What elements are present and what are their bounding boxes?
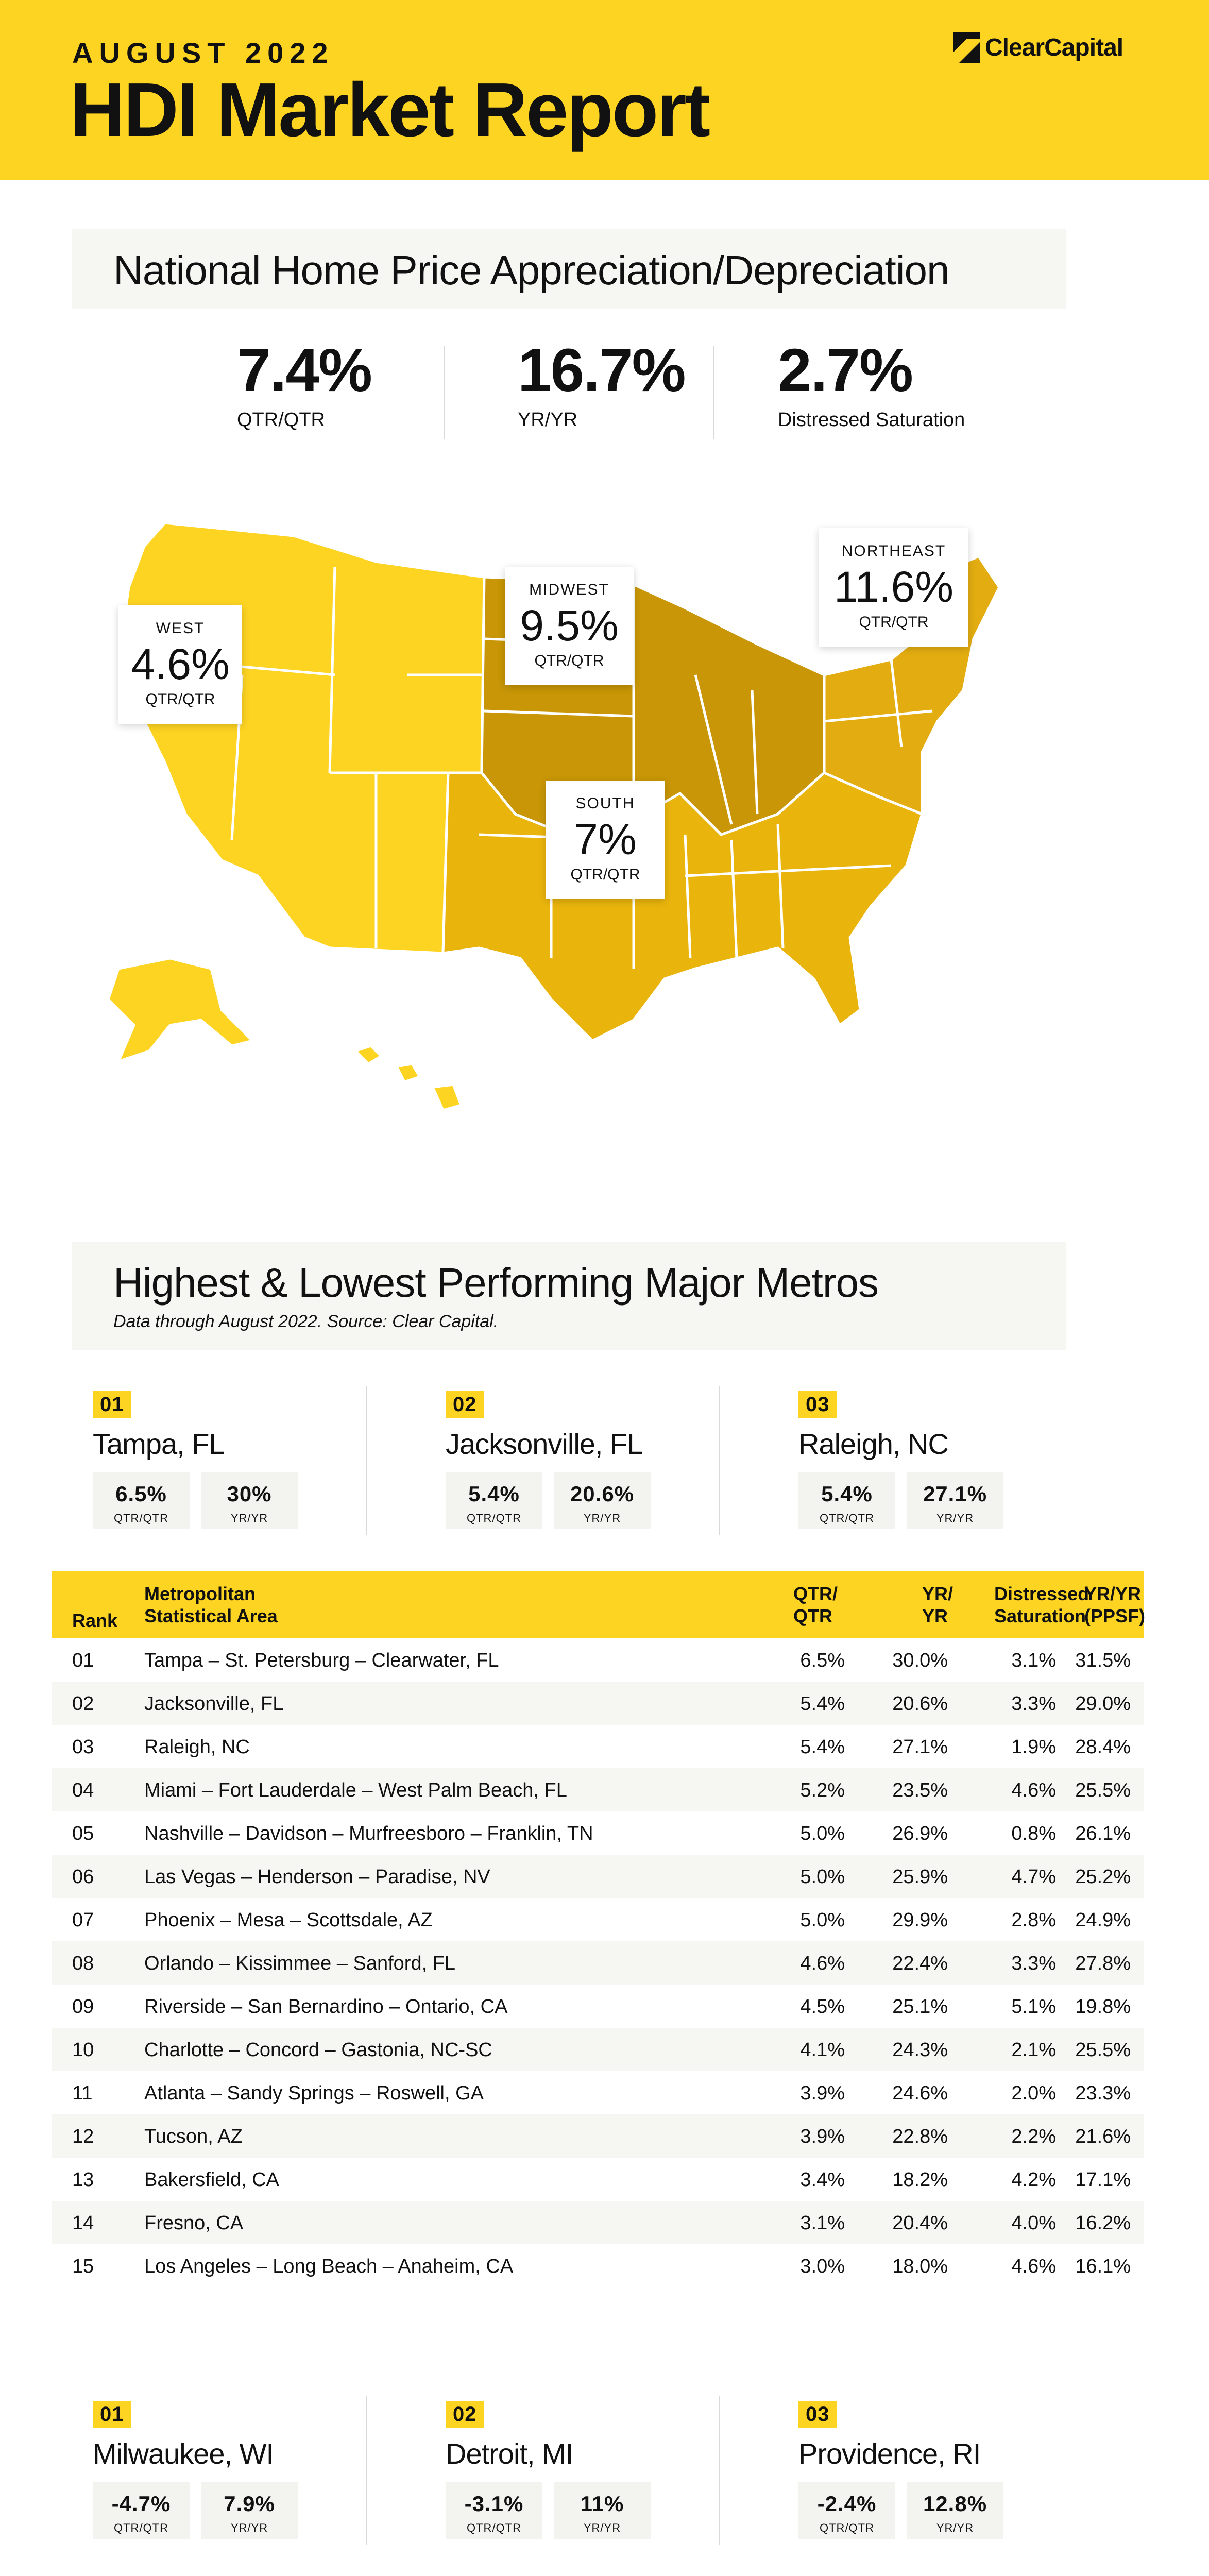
metros-subtitle: Data through August 2022. Source: Clear Capital. — [113, 1312, 499, 1331]
header-ppsf: YR/YR (PPSF) — [1084, 1583, 1146, 1627]
callout-region: SOUTH — [575, 795, 635, 812]
header-qtr: QTR/ QTR — [793, 1583, 838, 1627]
cell-rank: 05 — [72, 1823, 94, 1844]
cell-rank: 02 — [72, 1693, 94, 1715]
chip-value: 5.4% — [821, 1482, 873, 1506]
cell-rank: 01 — [72, 1650, 94, 1671]
metro-name: Providence, RI — [798, 2437, 981, 2470]
cell-area: Fresno, CA — [144, 2212, 244, 2234]
cell-area: Phoenix – Mesa – Scottsdale, AZ — [144, 1909, 433, 1931]
chip-value: 27.1% — [923, 1482, 987, 1506]
header-area: Metropolitan Statistical Area — [144, 1583, 278, 1627]
cell-distressed: 2.1% — [1011, 2039, 1056, 2061]
cell-distressed: 0.8% — [1011, 1823, 1056, 1844]
cell-qtr: 5.0% — [800, 1866, 845, 1888]
cell-area: Los Angeles – Long Beach – Anaheim, CA — [144, 2256, 514, 2277]
metric-chip-yr — [907, 1472, 1003, 1529]
national-title: National Home Price Appreciation/Depreciation — [113, 247, 949, 293]
chip-value: 5.4% — [468, 1482, 520, 1506]
cell-ppsf: 19.8% — [1075, 1996, 1131, 2018]
chip-value: 30% — [227, 1482, 272, 1506]
cell-ppsf: 27.8% — [1075, 1953, 1131, 1974]
table-row — [52, 1985, 1144, 2028]
header-rank: Rank — [72, 1610, 118, 1631]
report-title: HDI Market Report — [70, 67, 709, 152]
rank-badge: 02 — [446, 1391, 484, 1418]
stat-label: Distressed Saturation — [778, 409, 965, 431]
chip-label: QTR/QTR — [467, 1512, 521, 1524]
stat-divider — [713, 346, 714, 439]
cell-area: Miami – Fort Lauderdale – West Palm Beach, FL — [144, 1780, 567, 1801]
metric-chip-yr — [201, 1472, 298, 1529]
national-stat-qtr — [237, 336, 371, 431]
cell-ppsf: 25.5% — [1075, 1780, 1131, 1801]
cell-ppsf: 23.3% — [1075, 2082, 1131, 2104]
callout-value: 9.5% — [520, 601, 619, 650]
cell-rank: 11 — [72, 2082, 93, 2104]
us-regional-map — [88, 505, 1015, 1123]
metric-chip-qtr — [446, 1472, 542, 1529]
card-divider — [719, 1386, 720, 1535]
table-row — [52, 1855, 1144, 1898]
cell-yr: 25.1% — [892, 1996, 948, 2018]
table-body — [52, 1638, 1144, 2287]
chip-value: 20.6% — [570, 1482, 635, 1506]
card-divider — [719, 2396, 720, 2545]
cell-area: Atlanta – Sandy Springs – Roswell, GA — [144, 2082, 484, 2104]
national-title-box — [72, 229, 1066, 309]
cell-ppsf: 24.9% — [1075, 1909, 1131, 1931]
cell-qtr: 4.6% — [800, 1953, 845, 1974]
cell-distressed: 2.2% — [1011, 2126, 1056, 2147]
header-distressed: Distressed Saturation — [994, 1583, 1089, 1627]
metro-name: Raleigh, NC — [798, 1428, 948, 1460]
chip-value: 6.5% — [115, 1482, 167, 1506]
cell-yr: 29.9% — [892, 1909, 948, 1931]
cell-rank: 07 — [72, 1909, 94, 1931]
cell-rank: 12 — [72, 2126, 94, 2147]
stat-value: 7.4% — [237, 336, 371, 404]
callout-northeast — [819, 528, 968, 647]
rank-badge: 01 — [93, 1391, 131, 1418]
cell-rank: 10 — [72, 2039, 94, 2061]
cell-yr: 24.6% — [892, 2082, 948, 2104]
callout-region: MIDWEST — [529, 581, 609, 598]
cell-area: Riverside – San Bernardino – Ontario, CA — [144, 1996, 508, 2018]
callout-west — [118, 605, 242, 724]
cell-yr: 25.9% — [892, 1866, 948, 1888]
region-west — [118, 523, 484, 953]
callout-midwest — [505, 567, 634, 685]
metric-chip-yr — [554, 1472, 651, 1529]
stat-label: QTR/QTR — [237, 409, 325, 431]
metric-chip-qtr — [446, 2482, 542, 2539]
metric-chip-yr — [201, 2482, 298, 2539]
callout-region: NORTHEAST — [841, 543, 946, 560]
chip-value: -4.7% — [111, 2492, 171, 2516]
table-row — [52, 2114, 1144, 2158]
region-hawaii — [355, 1046, 461, 1110]
cell-area: Charlotte – Concord – Gastonia, NC-SC — [144, 2039, 492, 2061]
table-row — [52, 2158, 1144, 2201]
cell-ppsf: 25.2% — [1075, 1866, 1131, 1888]
cell-yr: 20.6% — [892, 1693, 948, 1715]
callout-value: 11.6% — [834, 563, 953, 611]
cell-qtr: 3.0% — [800, 2256, 845, 2277]
table-row — [52, 2071, 1144, 2114]
cell-distressed: 4.7% — [1011, 1866, 1056, 1888]
metric-chip-yr — [907, 2482, 1003, 2539]
cell-yr: 22.8% — [892, 2126, 948, 2147]
chip-label: QTR/QTR — [114, 1512, 168, 1524]
metros-title-box — [72, 1242, 1066, 1350]
table-row — [52, 1638, 1144, 1682]
cell-rank: 09 — [72, 1996, 94, 2018]
table-row — [52, 2244, 1144, 2287]
stat-value: 2.7% — [778, 336, 912, 404]
clear-capital-logo — [953, 32, 1123, 63]
cell-ppsf: 26.1% — [1075, 1823, 1131, 1844]
cell-area: Nashville – Davidson – Murfreesboro – Franklin, TN — [144, 1823, 593, 1844]
cell-rank: 08 — [72, 1953, 94, 1974]
cell-ppsf: 21.6% — [1075, 2126, 1131, 2147]
chip-label: YR/YR — [936, 1512, 974, 1524]
cell-ppsf: 31.5% — [1075, 1650, 1131, 1671]
cell-distressed: 3.1% — [1011, 1650, 1056, 1671]
cell-area: Tucson, AZ — [144, 2126, 243, 2147]
cell-ppsf: 16.1% — [1075, 2256, 1131, 2277]
cell-qtr: 4.5% — [800, 1996, 845, 2018]
cell-distressed: 1.9% — [1011, 1736, 1056, 1758]
cell-rank: 15 — [72, 2256, 94, 2277]
logo-mark-icon — [953, 32, 980, 63]
region-south — [443, 773, 922, 1041]
card-divider — [366, 1386, 367, 1535]
rank-badge: 02 — [446, 2401, 484, 2428]
cell-yr: 20.4% — [892, 2212, 948, 2234]
chip-value: 7.9% — [224, 2492, 275, 2516]
table-row — [52, 1941, 1144, 1985]
cell-rank: 14 — [72, 2212, 94, 2234]
callout-value: 7% — [574, 815, 637, 863]
callout-label: QTR/QTR — [859, 614, 929, 631]
cell-area: Jacksonville, FL — [144, 1693, 284, 1715]
cell-distressed: 4.0% — [1011, 2212, 1056, 2234]
table-row — [52, 1811, 1144, 1855]
cell-distressed: 2.8% — [1011, 1909, 1056, 1931]
chip-value: 12.8% — [923, 2492, 987, 2516]
chip-value: -2.4% — [817, 2492, 877, 2516]
cell-area: Tampa – St. Petersburg – Clearwater, FL — [144, 1650, 499, 1671]
cell-ppsf: 25.5% — [1075, 2039, 1131, 2061]
cell-qtr: 5.0% — [800, 1909, 845, 1931]
rank-badge: 03 — [798, 2401, 837, 2428]
table-row — [52, 1682, 1144, 1725]
cell-ppsf: 28.4% — [1075, 1736, 1131, 1758]
cell-distressed: 4.6% — [1011, 2256, 1056, 2277]
callout-label: QTR/QTR — [534, 652, 604, 670]
cell-yr: 30.0% — [892, 1650, 948, 1671]
callout-value: 4.6% — [131, 640, 230, 688]
cell-area: Bakersfield, CA — [144, 2169, 279, 2191]
chip-label: YR/YR — [583, 2521, 621, 2534]
callout-south — [546, 781, 665, 899]
cell-yr: 24.3% — [892, 2039, 948, 2061]
report-header — [0, 0, 1209, 180]
stat-divider — [444, 346, 445, 439]
cell-yr: 26.9% — [892, 1823, 948, 1844]
cell-qtr: 3.4% — [800, 2169, 845, 2191]
cell-qtr: 3.1% — [800, 2212, 845, 2234]
cell-yr: 18.2% — [892, 2169, 948, 2191]
metric-chip-yr — [554, 2482, 651, 2539]
report-month: AUGUST 2022 — [72, 37, 334, 69]
table-row — [52, 1725, 1144, 1768]
metro-name: Detroit, MI — [446, 2437, 573, 2470]
cell-qtr: 3.9% — [800, 2126, 845, 2147]
cell-distressed: 3.3% — [1011, 1693, 1056, 1715]
table-row — [52, 1768, 1144, 1811]
metro-name: Jacksonville, FL — [446, 1428, 643, 1460]
cell-area: Las Vegas – Henderson – Paradise, NV — [144, 1866, 490, 1888]
chip-label: YR/YR — [936, 2521, 974, 2534]
chip-label: QTR/QTR — [820, 1512, 874, 1524]
top-metros-table — [52, 1571, 1144, 2287]
chip-label: QTR/QTR — [114, 2521, 168, 2534]
cell-qtr: 5.4% — [800, 1736, 845, 1758]
cell-rank: 13 — [72, 2169, 94, 2191]
callout-label: QTR/QTR — [570, 866, 640, 884]
chip-label: YR/YR — [583, 1512, 621, 1524]
chip-label: YR/YR — [230, 1512, 268, 1524]
cell-qtr: 5.0% — [800, 1823, 845, 1844]
metro-name: Tampa, FL — [93, 1428, 225, 1460]
chip-label: QTR/QTR — [820, 2521, 874, 2534]
cell-yr: 18.0% — [892, 2256, 948, 2277]
metros-title: Highest & Lowest Performing Major Metros — [113, 1260, 878, 1306]
cell-rank: 06 — [72, 1866, 94, 1888]
cell-distressed: 2.0% — [1011, 2082, 1056, 2104]
header-yr: YR/ YR — [922, 1583, 953, 1627]
logo-text: ClearCapital — [985, 33, 1123, 61]
cell-distressed: 5.1% — [1011, 1996, 1056, 2018]
metro-name: Milwaukee, WI — [93, 2437, 274, 2470]
table-row — [52, 2201, 1144, 2244]
cell-yr: 22.4% — [892, 1953, 948, 1974]
chip-label: QTR/QTR — [467, 2521, 521, 2534]
cell-distressed: 4.6% — [1011, 1780, 1056, 1801]
cell-rank: 04 — [72, 1780, 94, 1801]
national-stat-distressed — [778, 336, 965, 431]
rank-badge: 03 — [798, 1391, 837, 1418]
cell-rank: 03 — [72, 1736, 94, 1758]
stat-value: 16.7% — [518, 336, 685, 404]
region-alaska — [108, 958, 252, 1061]
cell-qtr: 3.9% — [800, 2082, 845, 2104]
table-header — [52, 1571, 1144, 1638]
chip-value: 11% — [580, 2492, 624, 2516]
table-row — [52, 2028, 1144, 2071]
callout-label: QTR/QTR — [145, 691, 215, 708]
metric-chip-qtr — [798, 1472, 895, 1529]
callout-region: WEST — [156, 620, 205, 637]
national-stat-yr — [518, 336, 685, 431]
cell-ppsf: 16.2% — [1075, 2212, 1131, 2234]
cell-area: Orlando – Kissimmee – Sanford, FL — [144, 1953, 456, 1974]
card-divider — [366, 2396, 367, 2545]
metric-chip-qtr — [798, 2482, 895, 2539]
metric-chip-qtr — [93, 1472, 190, 1529]
cell-qtr: 4.1% — [800, 2039, 845, 2061]
rank-badge: 01 — [93, 2401, 131, 2428]
stat-label: YR/YR — [518, 409, 578, 431]
cell-qtr: 6.5% — [800, 1650, 845, 1671]
cell-distressed: 3.3% — [1011, 1953, 1056, 1974]
cell-yr: 27.1% — [892, 1736, 948, 1758]
cell-distressed: 4.2% — [1011, 2169, 1056, 2191]
cell-area: Raleigh, NC — [144, 1736, 250, 1758]
cell-ppsf: 29.0% — [1075, 1693, 1131, 1715]
cell-qtr: 5.2% — [800, 1780, 845, 1801]
chip-value: -3.1% — [464, 2492, 524, 2516]
cell-ppsf: 17.1% — [1075, 2169, 1131, 2191]
table-row — [52, 1898, 1144, 1941]
chip-label: YR/YR — [230, 2521, 268, 2534]
cell-qtr: 5.4% — [800, 1693, 845, 1715]
metric-chip-qtr — [93, 2482, 190, 2539]
cell-yr: 23.5% — [892, 1780, 948, 1801]
